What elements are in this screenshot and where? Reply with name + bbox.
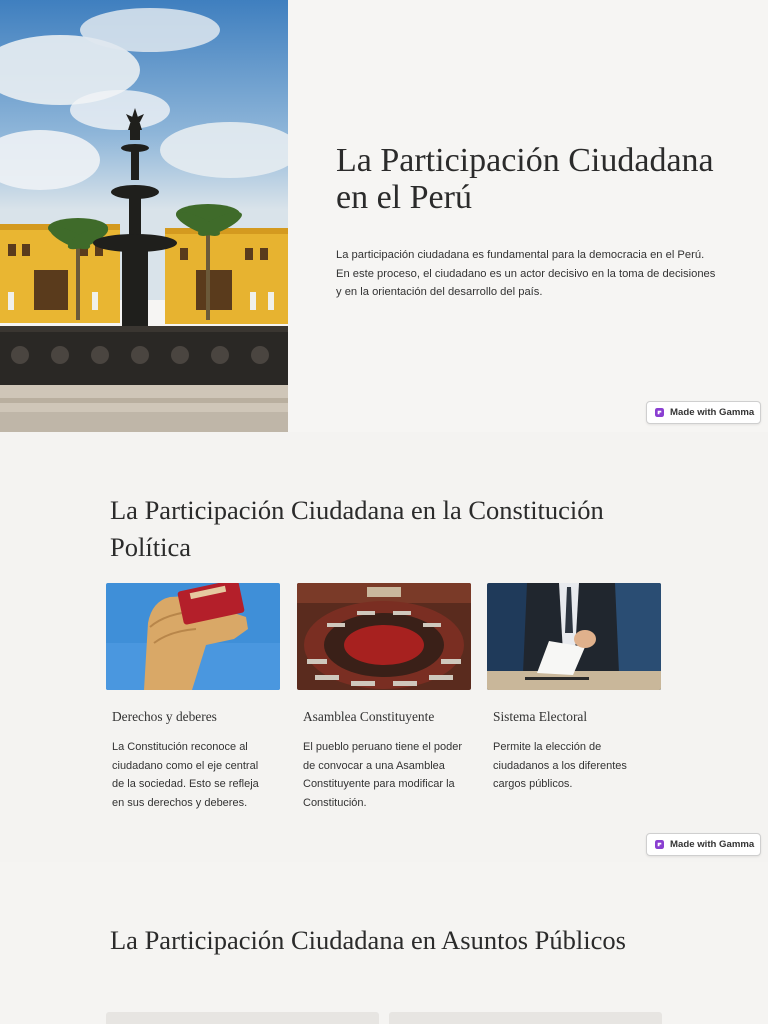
- intro-paragraph: La participación ciudadana es fundamental para la democracia en el Perú. En este proceso, el ciudadano es un actor decisivo en la toma de decisiones y en la orientación del desarrollo del país.: [336, 249, 716, 299]
- constitution-book-hand-image: [106, 583, 280, 690]
- card-constituent-assembly: [297, 583, 471, 812]
- card-electoral-system: [487, 583, 661, 794]
- card-row: [106, 1012, 662, 1024]
- title-slide: [0, 0, 768, 432]
- card-text: El pueblo peruano tiene el poder de convocar a una Asamblea Constituyente para modificar la Constitución.: [303, 741, 463, 809]
- card-text: Permite la elección de ciudadanos a los diferentes cargos públicos.: [493, 741, 627, 791]
- card-rights-duties: [106, 583, 280, 812]
- ballot-box-image: [487, 583, 661, 690]
- card-text: La Constitución reconoce al ciudadano como el eje central de la sociedad. Esto se refleja en sus derechos y deberes.: [112, 741, 259, 809]
- constitution-slide: [0, 432, 768, 862]
- made-with-gamma-button[interactable]: [646, 401, 761, 424]
- plaza-fountain-photo: [0, 0, 288, 432]
- badge-label: Made with Gamma: [670, 839, 755, 850]
- card-placeholder: [106, 1012, 379, 1024]
- gamma-logo-icon: [655, 408, 664, 417]
- card-title: Asamblea Constituyente: [303, 709, 435, 724]
- page-title: La Participación Ciudadana en el Perú: [336, 142, 714, 216]
- made-with-gamma-button[interactable]: [646, 833, 761, 856]
- gamma-logo-icon: [655, 840, 664, 849]
- card-title: Sistema Electoral: [493, 709, 588, 724]
- card-title: Derechos y deberes: [112, 709, 217, 724]
- congress-hemicycle-image: [297, 583, 471, 690]
- card-placeholder: [389, 1012, 662, 1024]
- section-title: La Participación Ciudadana en la Constitución Política: [110, 495, 604, 562]
- badge-label: Made with Gamma: [670, 407, 755, 418]
- card-grid: [106, 583, 666, 823]
- public-affairs-slide: [0, 862, 768, 1024]
- section-title: La Participación Ciudadana en Asuntos Públicos: [110, 925, 626, 955]
